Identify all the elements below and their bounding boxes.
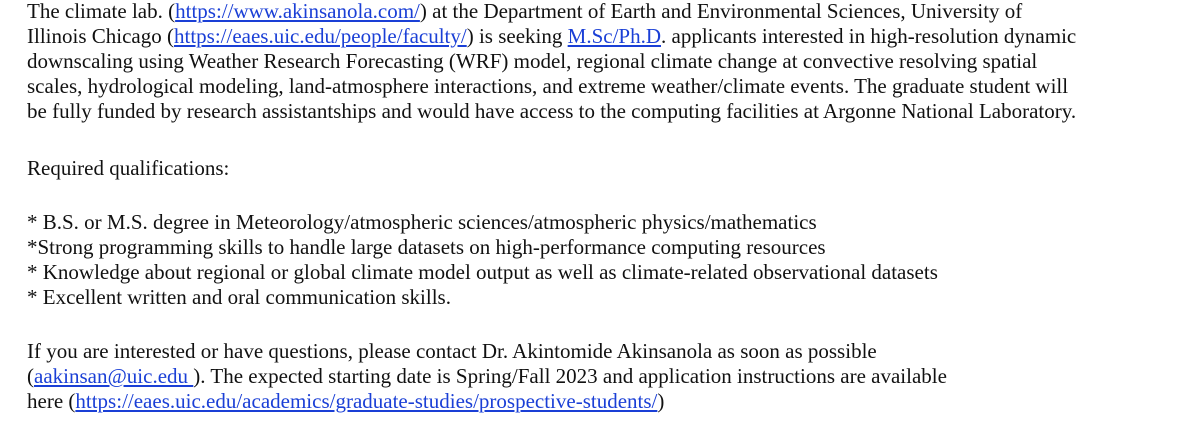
intro-text: . applicants interested in high-resolution dynamic [661, 24, 1077, 48]
intro-text: ) is seeking [466, 24, 568, 48]
intro-text: Illinois Chicago ( [27, 24, 174, 48]
intro-paragraph [27, 0, 1197, 124]
intro-line-2 [27, 24, 1197, 49]
intro-text: ) at the Department of Earth and Environmental Sciences, University of [419, 0, 1023, 23]
contact-line-3 [27, 389, 1197, 414]
qualifications-heading [27, 156, 1197, 181]
contact-line-2 [27, 364, 1197, 389]
intro-line-4: scales, hydrological modeling, land-atmosphere interactions, and extreme weather/climate events. The graduate student will [27, 74, 1069, 98]
qualifications-list [27, 210, 1197, 310]
intro-line-5: be fully funded by research assistantships and would have access to the computing facilities at Argonne National Laboratory. [27, 99, 1077, 123]
qualification-item: * Excellent written and oral communication skills. [27, 285, 451, 309]
contact-text: ) [657, 389, 665, 413]
intro-text: The climate lab. ( [27, 0, 176, 23]
lab-website-link[interactable]: https://www.akinsanola.com/ [175, 0, 420, 23]
qualification-item: * Knowledge about regional or global climate model output as well as climate-related observational datasets [27, 260, 938, 284]
qualification-item: *Strong programming skills to handle large datasets on high-performance computing resources [27, 235, 826, 259]
qualification-item: * B.S. or M.S. degree in Meteorology/atmospheric sciences/atmospheric physics/mathematics [27, 210, 817, 234]
intro-line-1 [27, 0, 1197, 24]
email-link[interactable]: aakinsan@uic.edu [34, 364, 194, 388]
qualifications-heading-text: Required qualifications: [27, 156, 230, 180]
contact-text: ). The expected starting date is Spring/Fall 2023 and application instructions are available [193, 364, 947, 388]
intro-line-3: downscaling using Weather Research Forecasting (WRF) model, regional climate change at convective resolving spatial [27, 49, 1038, 73]
application-instructions-link[interactable]: https://eaes.uic.edu/academics/graduate-studies/prospective-students/ [75, 389, 658, 413]
contact-line-1: If you are interested or have questions, please contact Dr. Akintomide Akinsanola as soon as possible [27, 339, 877, 363]
degree-link[interactable]: M.Sc/Ph.D [567, 24, 661, 48]
faculty-page-link[interactable]: https://eaes.uic.edu/people/faculty/ [173, 24, 467, 48]
contact-text: here ( [27, 389, 76, 413]
contact-text: ( [27, 364, 34, 388]
contact-paragraph [27, 339, 1197, 414]
